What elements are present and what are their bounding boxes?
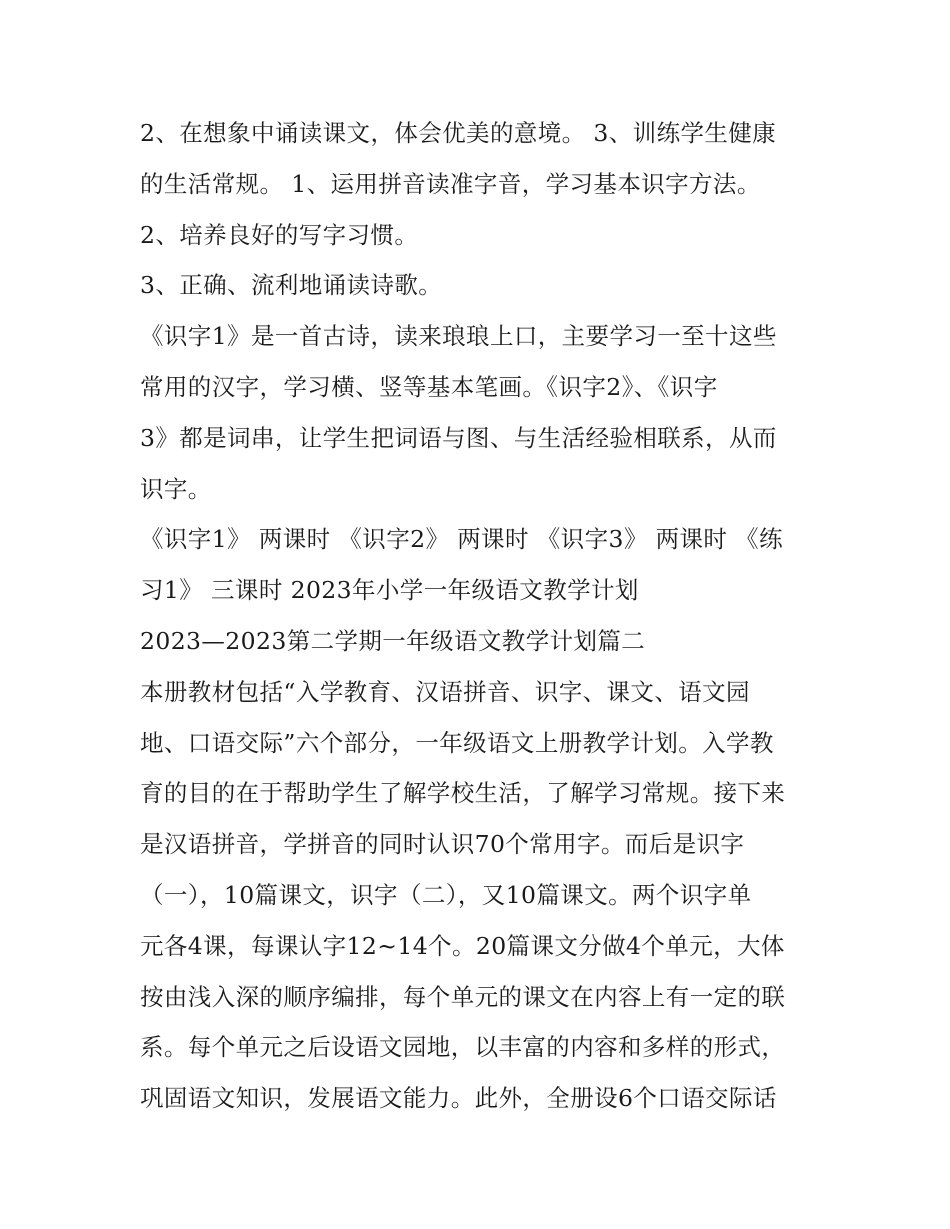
text-line: 《识字1》 两课时 《识字2》 两课时 《识字3》 两课时 《练 — [140, 525, 783, 554]
text-line: 常用的汉字，学习横、竖等基本笔画。《识字2》、《识字 — [140, 372, 718, 401]
text-line: 2、在想象中诵读课文，体会优美的意境。 3、训练学生健康 — [140, 119, 777, 147]
text-line: 按由浅入深的顺序编排，每个单元的课文在内容上有一定的联 — [140, 982, 786, 1011]
text-line: 的生活常规。 1、运用拼音读准字音，学习基本识字方法。 — [140, 169, 761, 198]
text-line: 巩固语文知识，发展语文能力。此外，全册设6个口语交际话 — [140, 1084, 777, 1113]
text-line: （一），10篇课文，识字（二），又10篇课文。两个识字单 — [140, 880, 752, 909]
document-body — [140, 108, 820, 1124]
text-line: 是汉语拼音，学拼音的同时认识70个常用字。而后是识字 — [140, 830, 745, 859]
text-line: 3》都是词串，让学生把词语与图、与生活经验相联系，从而 — [140, 423, 777, 452]
text-line: 系。每个单元之后设语文园地，以丰富的内容和多样的形式， — [140, 1033, 786, 1062]
text-line: 本册教材包括“入学教育、汉语拼音、识字、课文、语文园 — [140, 677, 750, 706]
text-line: 2、培养良好的写字习惯。 — [140, 220, 419, 249]
text-line: 地、口语交际”六个部分，一年级语文上册教学计划。入学教 — [140, 728, 774, 757]
text-line: 育的目的在于帮助学生了解学校生活，了解学习常规。接下来 — [140, 779, 786, 808]
text-line: 2023—2023第二学期一年级语文教学计划篇二 — [140, 626, 646, 655]
text-line: 识字。 — [140, 474, 212, 503]
text-line: 《识字1》是一首古诗，读来琅琅上口，主要学习一至十这些 — [140, 322, 777, 351]
text-line: 习1》 三课时 2023年小学一年级语文教学计划 — [140, 576, 639, 605]
text-line: 元各4课，每课认字12~14个。20篇课文分做4个单元，大体 — [140, 931, 785, 960]
text-line: 3、正确、流利地诵读诗歌。 — [140, 271, 443, 300]
